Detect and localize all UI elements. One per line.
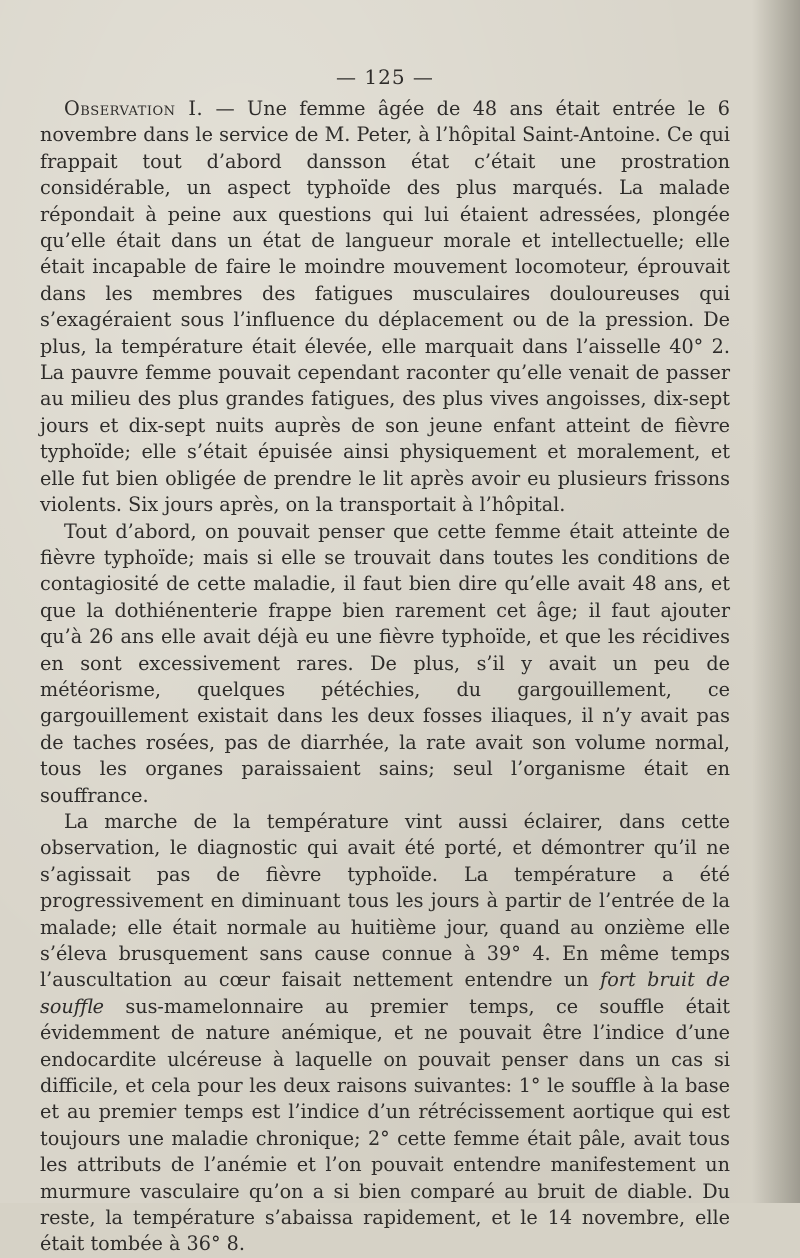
- observation-label: Observation I.: [64, 97, 204, 120]
- page-number: — 125 —: [336, 65, 434, 89]
- page-text-block: [40, 62, 730, 1258]
- page-edge-shadow: [752, 0, 800, 1203]
- paragraph-3-text-b: sus-mamelonnaire au premier temps, ce souffle était évidemment de nature anémique, et ne pouvait être l’indice d’une endocardite ulcéreuse à laquelle on pouvait penser dans un cas si difficile, et cela pour les deux raisons suivantes: 1° le souffle à la base et au premier temps est l’indice d’un rétrécissement aortique qui est toujours une maladie chronique; 2° cette femme était pâle, avait tous les attributs de l’anémie et l’on pouvait entendre manifestement un murmure vasculaire qu’on a si bien comparé au bruit de diable. Du reste, la température s’abaissa rapidement, et le 14 novembre, elle était tombée à 36° 8.: [40, 994, 730, 1256]
- paragraph-2-text: Tout d’abord, on pouvait penser que cette femme était atteinte de fièvre typhoïde; mais si elle se trouvait dans toutes les conditions de contagiosité de cette maladie, il faut bien dire qu’elle avait 48 ans, et que la dothiénenterie frappe bien rarement cet âge; il faut ajouter qu’à 26 ans elle avait déjà eu une fièvre typhoïde, et que les récidives en sont excessivement rares. De plus, s’il y avait un peu de météorisme, quelques pétéchies, du gargouillement, ce gargouillement existait dans les deux fosses iliaques, il n’y avait pas de taches rosées, pas de diarrhée, la rate avait son volume normal, tous les organes paraissaient sains; seul l’organisme était en souffrance.: [40, 519, 730, 807]
- paragraph-3-italic: fort bruit de souffle: [40, 968, 730, 1018]
- paragraph-3-text-a: La marche de la température vint aussi éclairer, dans cette observation, le diagnostic qui avait été porté, et démontrer qu’il ne s’agissait pas de fièvre typhoïde. La température a été progressivement en diminuant tous les jours à partir de l’entrée de la malade; elle était normale au huitième jour, quand au onzième elle s’éleva brusquement sans cause connue à 39° 4. En même temps l’auscultation au cœur faisait nettement entendre un: [40, 809, 730, 992]
- paragraph-temperature: [40, 809, 730, 1258]
- paragraph-diagnosis: [40, 519, 730, 809]
- paragraph-observation: [40, 96, 730, 519]
- paragraph-1-text: — Une femme âgée de 48 ans était entrée le 6 novembre dans le service de M. Peter, à l’hôpital Saint-Antoine. Ce qui frappait tout d’abord dansson état c’était une prostration considérable, un aspect typhoïde des plus marqués. La malade répondait à peine aux questions qui lui étaient adressées, plongée qu’elle était dans un état de langueur morale et intellectuelle; elle était incapable de faire le moindre mouvement locomoteur, éprouvait dans les membres des fatigues musculaires douloureuses qui s’exagéraient sous l’influence du déplacement ou de la pression. De plus, la température était élevée, elle marquait dans l’aisselle 40° 2. La pauvre femme pouvait cependant raconter qu’elle venait de passer au milieu des plus grandes fatigues, des plus vives angoisses, dix-sept jours et dix-sept nuits auprès de son jeune enfant atteint de fièvre typhoïde; elle s’était épuisée ainsi physiquement et moralement, et elle fut bien obligée de prendre le lit après avoir eu plusieurs frissons violents. Six jours après, on la transportait à l’hôpital.: [40, 97, 730, 517]
